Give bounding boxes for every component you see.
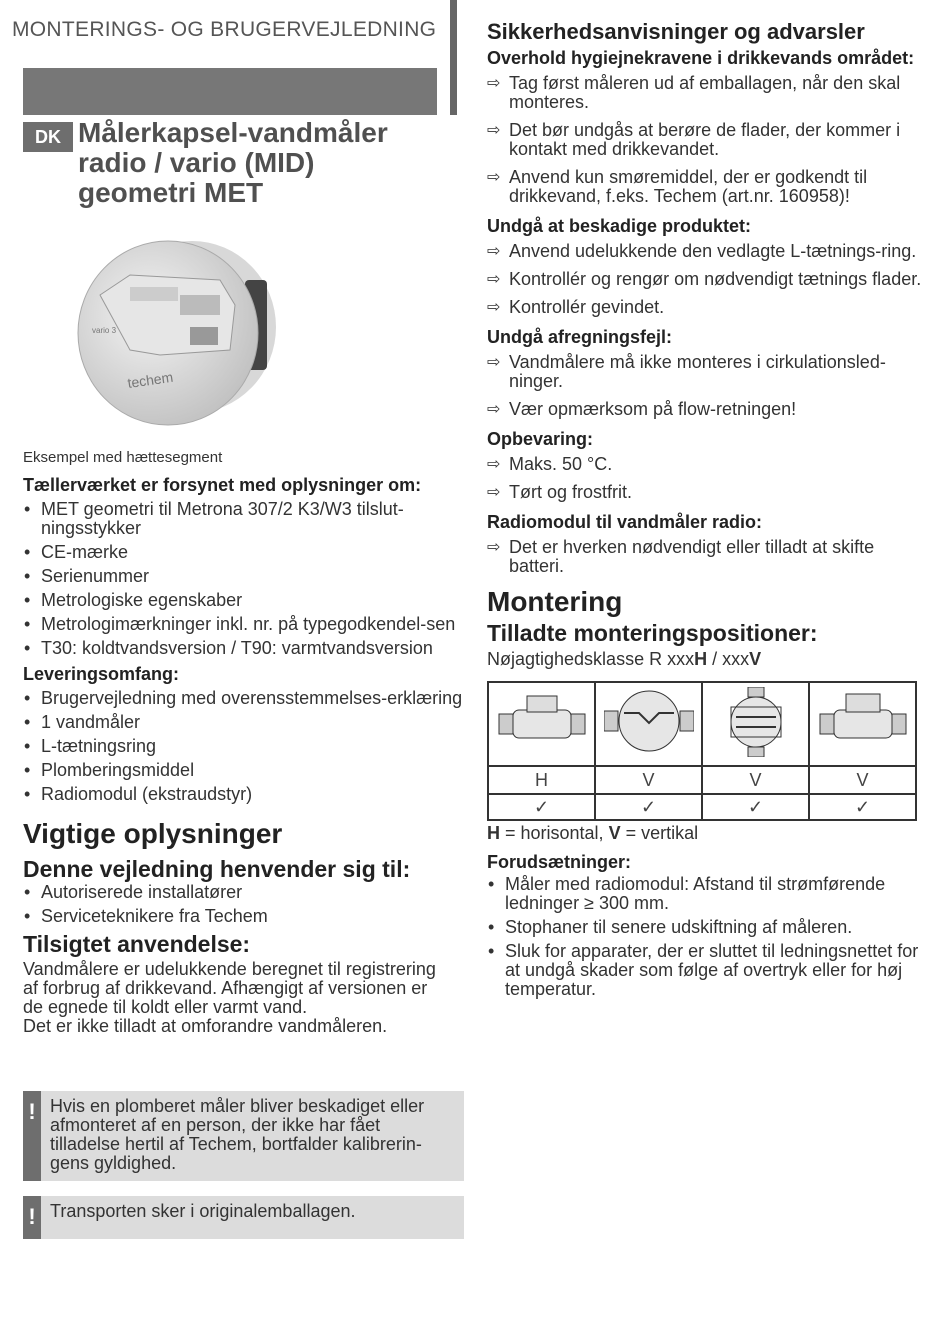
prerequisites-heading: Forudsætninger:	[487, 852, 631, 872]
image-caption: Eksempel med hættesegment	[23, 449, 223, 466]
warning-text	[50, 1091, 464, 1179]
accuracy-h: H	[694, 649, 708, 669]
list-item: • Metrologimærkninger inkl. nr. på typegodkendel-sen	[23, 615, 465, 634]
mounting-positions-table	[487, 681, 917, 821]
text-line: Transporten sker i originalemballagen.	[50, 1201, 356, 1221]
positions-heading: Tilladte monteringspositioner:	[487, 620, 818, 646]
audience-heading: Denne vejledning henvender sig til:	[23, 856, 411, 882]
warning-box-transport	[23, 1196, 464, 1239]
list-item: ⇨ Anvend udelukkende den vedlagte L-tætnings-ring.	[487, 242, 927, 261]
list-item: ⇨ Tørt og frostfrit.	[487, 483, 927, 502]
list-item: ⇨ Vær opmærksom på flow-retningen!	[487, 400, 927, 419]
warning-text	[50, 1196, 464, 1227]
list-item: • Radiomodul (ekstraudstyr)	[23, 785, 465, 804]
vertical-pipe-side-icon	[809, 682, 916, 766]
list-item: • Autoriserede installatører	[23, 883, 465, 902]
check-icon: ✓	[702, 794, 809, 820]
list-item: ⇨ Kontrollér gevindet.	[487, 298, 927, 317]
audience-list	[23, 883, 465, 926]
safety-group-heading: Undgå at beskadige produktet:	[487, 216, 752, 236]
list-item: • Brugervejledning med overensstemmelses-erklæring	[23, 689, 465, 708]
list-item: • CE-mærke	[23, 543, 465, 562]
water-meter-photo	[70, 235, 280, 430]
accuracy-prefix: Nøjagtighedsklasse R xxx	[487, 649, 695, 669]
position-label: V	[809, 766, 916, 794]
accuracy-class	[487, 650, 927, 669]
list-item: • Serviceteknikere fra Techem	[23, 907, 465, 926]
mounting-heading: Montering	[487, 586, 623, 617]
delivery-heading: Leveringsomfang:	[23, 664, 180, 684]
accuracy-v: V	[749, 649, 762, 669]
text-line: af forbrug af drikkevand. Afhængigt af versionen er	[23, 978, 428, 998]
horizontal-pipe-icon	[488, 682, 595, 766]
safety-group-heading: Overhold hygiejnekravene i drikkevands området:	[487, 48, 915, 68]
check-icon: ✓	[809, 794, 916, 820]
photo-model-text: vario 3	[92, 326, 117, 335]
safety-group-heading: Radiomodul til vandmåler radio:	[487, 512, 763, 532]
safety-group-heading: Undgå afregningsfejl:	[487, 327, 673, 347]
table-row	[488, 794, 916, 820]
position-label: V	[595, 766, 702, 794]
accuracy-separator: / xxx	[707, 649, 750, 669]
text-line: Hvis en plomberet måler bliver beskadiget eller	[50, 1096, 425, 1116]
legend-v: V	[608, 823, 621, 843]
list-item: • Metrologiske egenskaber	[23, 591, 465, 610]
product-title-line: geometri MET	[78, 177, 264, 208]
list-item: • Stophaner til senere udskiftning af måleren.	[487, 918, 927, 937]
list-item: • Måler med radiomodul: Afstand til strømførende ledninger ≥ 300 mm.	[487, 875, 927, 913]
text-line: gens gyldighed.	[50, 1153, 177, 1173]
position-label: V	[702, 766, 809, 794]
list-item: ⇨ Det bør undgås at berøre de flader, der kommer i kontakt med drikkevandet.	[487, 121, 927, 159]
language-badge: DK	[23, 122, 73, 152]
list-item: ⇨ Det er hverken nødvendigt eller tilladt at skifte batteri.	[487, 538, 927, 576]
text-line: de egnede til koldt eller varmt vand.	[23, 997, 308, 1017]
list-item: ⇨ Kontrollér og rengør om nødvendigt tætnings flader.	[487, 270, 927, 289]
photo-brand-text: techem	[126, 368, 175, 392]
text-line: afmonteret af en person, der ikke har fået	[50, 1115, 381, 1135]
safety-heading: Sikkerhedsanvisninger og advarsler	[487, 19, 865, 44]
list-item: • Plomberingsmiddel	[23, 761, 465, 780]
safety-group-list	[487, 353, 927, 419]
delivery-list	[23, 689, 465, 804]
check-icon: ✓	[488, 794, 595, 820]
vertical-pipe-dial-icon	[702, 682, 809, 766]
safety-group-list	[487, 538, 927, 576]
product-title-line: radio / vario (MID)	[78, 147, 315, 178]
list-item: ⇨ Tag først måleren ud af emballagen, når den skal monteres.	[487, 74, 927, 112]
header-band	[23, 68, 437, 115]
document-header: MONTERINGS- OG BRUGERVEJLEDNING	[12, 18, 437, 41]
list-item: • Serienummer	[23, 567, 465, 586]
warning-icon: !	[23, 1091, 41, 1181]
intended-use-heading: Tilsigtet anvendelse:	[23, 931, 251, 957]
header-divider	[450, 0, 457, 115]
text-line: Det er ikke tilladt at omforandre vandmåleren.	[23, 1016, 388, 1036]
list-item: • 1 vandmåler	[23, 713, 465, 732]
position-legend	[487, 824, 927, 843]
table-row	[488, 682, 916, 766]
list-item: ⇨ Anvend kun smøremiddel, der er godkendt til drikkevand, f.eks. Techem (art.nr. 160958)!	[487, 168, 927, 206]
vertical-pipe-front-icon	[595, 682, 702, 766]
safety-group-list	[487, 455, 927, 502]
list-item: ⇨ Maks. 50 °C.	[487, 455, 927, 474]
warning-icon: !	[23, 1196, 41, 1239]
right-column	[487, 19, 927, 1004]
safety-group-list	[487, 242, 927, 317]
table-row	[488, 766, 916, 794]
intended-use-text	[23, 960, 465, 1036]
list-item: • Sluk for apparater, der er sluttet til ledningsnettet for at undgå skader som følge af overtryk eller for høj temperatur.	[487, 942, 927, 999]
warning-box-calibration	[23, 1091, 464, 1181]
product-title-line: Målerkapsel-vandmåler	[78, 117, 388, 148]
legend-h-text: = horisontal,	[500, 823, 609, 843]
legend-v-text: = vertikal	[620, 823, 699, 843]
counter-info-heading: Tællerværket er forsynet med oplysninger om:	[23, 475, 422, 495]
check-icon: ✓	[595, 794, 702, 820]
text-line: tilladelse hertil af Techem, bortfalder kalibrerin-	[50, 1134, 422, 1154]
position-label: H	[488, 766, 595, 794]
safety-group-heading: Opbevaring:	[487, 429, 594, 449]
list-item: ⇨ Vandmålere må ikke monteres i cirkulationsled-ninger.	[487, 353, 927, 391]
important-heading: Vigtige oplysninger	[23, 818, 283, 849]
list-item: • MET geometri til Metrona 307/2 K3/W3 tilslut-ningsstykker	[23, 500, 465, 538]
counter-info-list	[23, 500, 465, 658]
list-item: • L-tætningsring	[23, 737, 465, 756]
text-line: Vandmålere er udelukkende beregnet til registrering	[23, 959, 436, 979]
safety-group-list	[487, 74, 927, 206]
list-item: • T30: koldtvandsversion / T90: varmtvandsversion	[23, 639, 465, 658]
legend-h: H	[487, 823, 500, 843]
product-title	[78, 118, 458, 208]
prerequisites-list	[487, 875, 927, 999]
left-column	[23, 474, 465, 1036]
